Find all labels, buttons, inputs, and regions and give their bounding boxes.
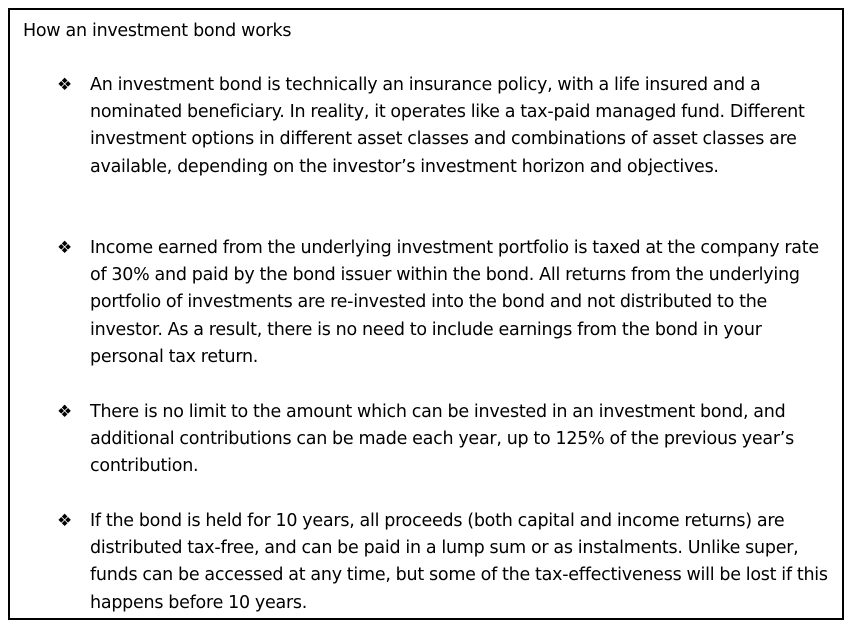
diamond-bullet-icon: ❖ [57, 402, 73, 422]
bullet-text: An investment bond is technically an insurance policy, with a life insured and a nominated beneficiary. In reality, it operates like a tax-paid managed fund. Different investment options in different asset classes and combinations of asset classes are available, depending on the investor’s investment horizon and objectives. [90, 75, 805, 177]
diamond-bullet-icon: ❖ [57, 511, 73, 531]
diamond-bullet-icon: ❖ [57, 75, 73, 95]
bullet-text: There is no limit to the amount which can be invested in an investment bond, and additional contributions can be made each year, up to 125% of the previous year’s contribution. [90, 402, 794, 477]
bullet-text: If the bond is held for 10 years, all proceeds (both capital and income returns) are distributed tax-free, and can be paid in a lump sum or as instalments. Unlike super, funds can be accessed at any time, but some of the tax-effectiveness will be lost if this happens before 10 years. [90, 511, 828, 613]
document-title: How an investment bond works [23, 21, 292, 41]
bullet-text: Income earned from the underlying investment portfolio is taxed at the company rate of 30% and paid by the bond issuer within the bond. All returns from the underlying portfolio of investments are re-invested into the bond and not distributed to the investor. As a result, there is no need to include earnings from the bond in your personal tax return. [90, 238, 819, 367]
document-box [8, 8, 844, 620]
diamond-bullet-icon: ❖ [57, 238, 73, 258]
